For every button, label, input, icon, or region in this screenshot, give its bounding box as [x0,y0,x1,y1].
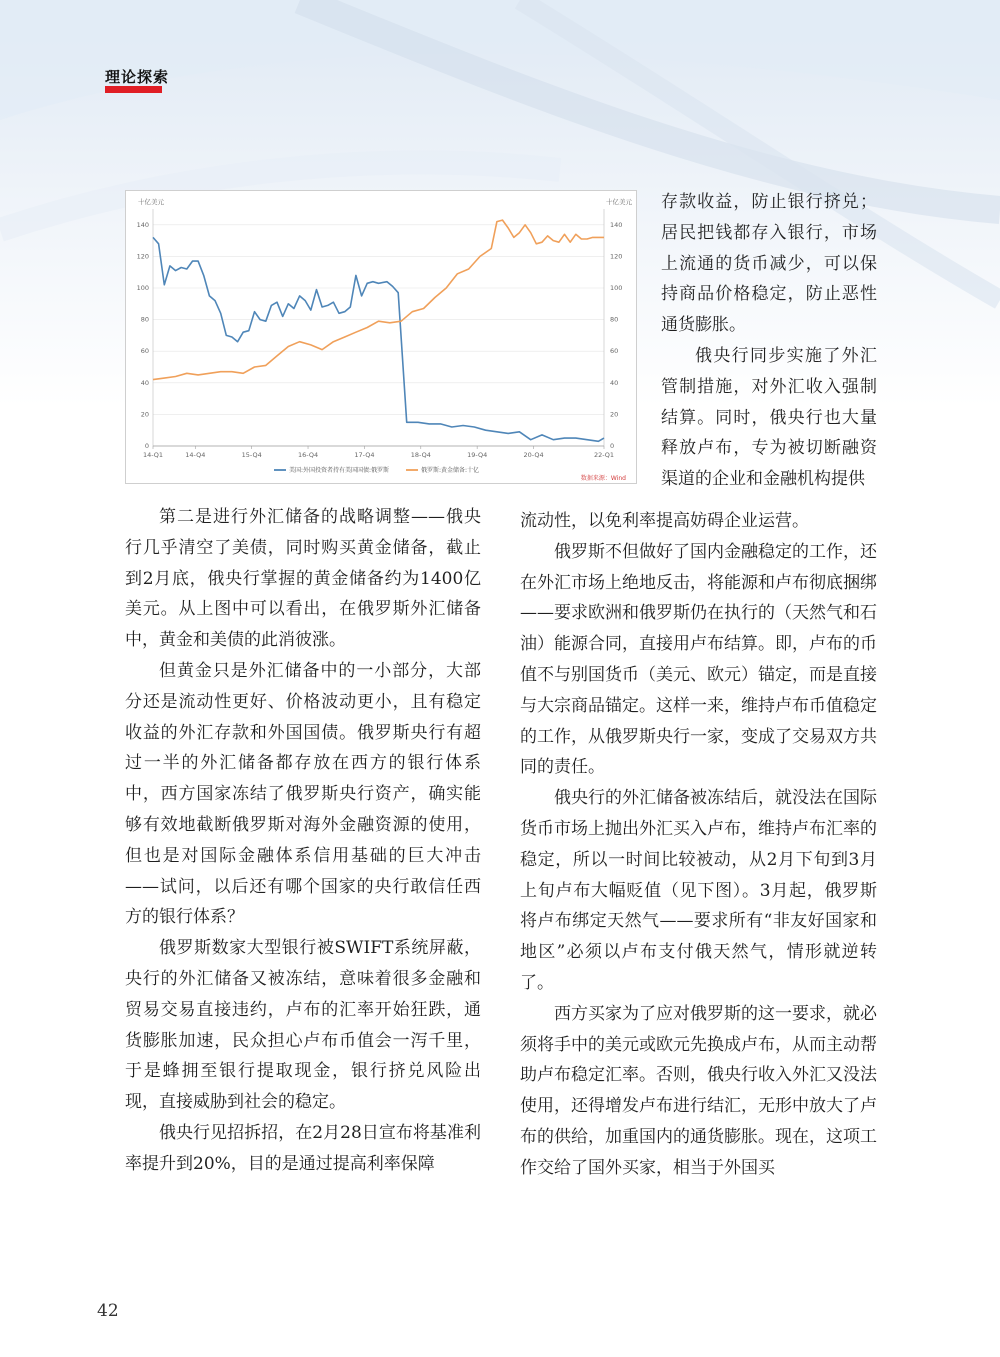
y-tick-label-right: 80 [610,315,619,324]
left-axis-unit: 十亿美元 [138,198,164,206]
page-number: 42 [97,1301,119,1321]
y-tick-label-right: 0 [610,442,615,450]
reserve-chart [126,191,636,483]
y-tick-label-left: 100 [136,284,149,292]
right-paragraph-3: 流动性，以免利率提高妨碍企业运营。 [520,511,809,531]
x-tick-label: 16-Q4 [297,451,319,459]
left-paragraph-3: 俄罗斯数家大型银行被SWIFT系统屏蔽，央行的外汇储备又被冻结，意味着很多金融和贸易交易直接违约，卢布的汇率开始狂跌，通货膨胀加速，民众担心卢布币值会一泻千里，于是蜂拥至银行提取现金，银行挤兑风险出现，直接威胁到社会的稳定。 [125,938,481,1113]
legend-label-1: 美国:外国投资者持有美国国债:俄罗斯 [289,467,390,474]
x-tick-label: 19-Q4 [467,451,488,459]
x-tick-label: 14-Q4 [185,451,206,459]
right-paragraph-1: 存款收益，防止银行挤兑；居民把钱都存入银行，市场上流通的货币减少，可以保持商品价格稳定，防止恶性通货膨胀。 [661,192,877,336]
right-paragraph-2: 俄央行同步实施了外汇管制措施，对外汇收入强制结算。同时，俄央行也大量释放卢布，专为被切断融资渠道的企业和金融机构提供 [661,345,877,490]
y-tick-label-right: 60 [610,347,619,356]
y-tick-label-left: 140 [136,220,149,229]
x-tick-label: 14-Q1 [142,451,164,459]
section-label-underline [105,86,162,93]
y-tick-label-left: 60 [140,347,149,356]
left-column [125,502,481,1180]
left-paragraph-4: 俄央行见招拆招，在2月28日宣布将基准利率提升到20%，目的是通过提高利率保障 [125,1122,481,1174]
series-line-2 [153,220,604,380]
y-tick-label-right: 100 [610,284,623,292]
y-tick-label-right: 40 [610,378,619,387]
x-tick-label: 18-Q4 [410,451,431,459]
right-paragraph-6: 西方买家为了应对俄罗斯的这一要求，就必须将手中的美元或欧元先换成卢布，从而主动帮助卢布稳定汇率。否则，俄央行收入外汇又没法使用，还得增发卢布进行结汇，无形中放大了卢布的供给，加重国内的通货膨胀。现在，这项工作交给了国外买家，相当于外国买 [520,1003,877,1178]
y-tick-label-left: 80 [140,315,149,324]
y-tick-label-left: 40 [140,378,149,387]
right-column-top [661,187,877,495]
chart-container [125,190,637,484]
left-paragraph-1: 第二是进行外汇储备的战略调整——俄央行几乎清空了美债，同时购买黄金储备，截止到2月底，俄央行掌握的黄金储备约为1400亿美元。从上图中可以看出，在俄罗斯外汇储备中，黄金和美债的此消彼涨。 [125,507,481,651]
x-tick-label: 15-Q4 [241,451,262,459]
right-axis-unit: 十亿美元 [606,198,632,206]
x-tick-label: 17-Q4 [354,451,375,459]
y-tick-label-right: 140 [610,220,623,229]
right-column-main [520,506,877,1184]
y-tick-label-left: 20 [140,410,149,419]
right-paragraph-5: 俄央行的外汇储备被冻结后，就没法在国际货币市场上抛出外汇买入卢布，维持卢布汇率的稳定，所以一时间比较被动，从2月下旬到3月上旬卢布大幅贬值（见下图）。3月起，俄罗斯将卢布绑定天然气——要求所有“非友好国家和地区”必须以卢布支付俄天然气，情形就逆转了。 [520,788,877,993]
chart-source: 数据来源：Wind [580,475,626,482]
y-tick-label-right: 120 [610,252,623,261]
y-tick-label-left: 120 [136,252,149,261]
left-paragraph-2: 但黄金只是外汇储备中的一小部分，大部分还是流动性更好、价格波动更小，且有稳定收益的外汇存款和外国国债。俄罗斯央行有超过一半的外汇储备都存放在西方的银行体系中，西方国家冻结了俄罗斯央行资产，确实能够有效地截断俄罗斯对海外金融资源的使用，但也是对国际金融体系信用基础的巨大冲击——试问，以后还有哪个国家的央行敢信任西方的银行体系？ [125,660,481,928]
y-tick-label-right: 20 [610,410,619,419]
x-tick-label: 20-Q4 [523,451,544,459]
series-line-1 [153,237,604,441]
right-paragraph-4: 俄罗斯不但做好了国内金融稳定的工作，还在外汇市场上绝地反击，将能源和卢布彻底捆绑——要求欧洲和俄罗斯仍在执行的（天然气和石油）能源合同，直接用卢布结算。即，卢布的币值不与别国货币（美元、欧元）锚定，而是直接与大宗商品锚定。这样一来，维持卢布币值稳定的工作，从俄罗斯央行一家，变成了交易双方共同的责任。 [520,541,877,778]
section-label: 理论探索 [105,68,170,86]
x-tick-label: 22-Q1 [593,451,615,459]
legend-label-2: 俄罗斯:黄金储备:十亿 [421,467,480,474]
y-tick-label-left: 0 [144,442,149,450]
